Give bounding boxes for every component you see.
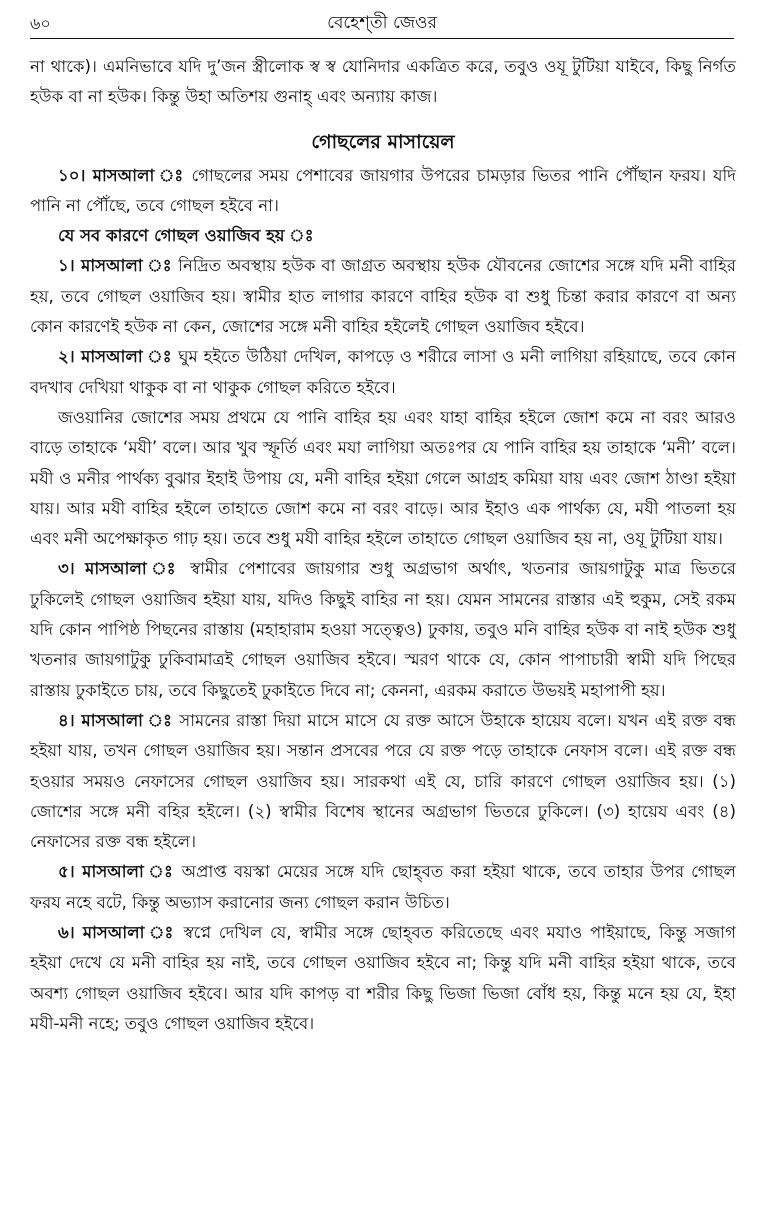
masala-2-text: ঘুম হইতে উঠিয়া দেখিল, কাপড়ে ও শরীরে লাসা ও মনী লাগিয়া রহিয়াছে, তবে কোন বদখাব দেখিয়া থাকুক বা না থাকুক গোছল করিতে হইবে। <box>30 347 737 397</box>
masala-4-paragraph <box>30 706 736 857</box>
section-heading: গোছলের মাসায়েল <box>311 130 455 153</box>
masala-2-paragraph <box>30 342 736 403</box>
causes-subheading: যে সব কারণে গোছল ওয়াজিব হয় ঃ <box>58 226 314 246</box>
running-title: বেহেশ্‌তী জেওর <box>327 13 437 33</box>
masala-4-label: ৪। মাসআলা ঃ <box>58 710 173 730</box>
masala-3-label: ৩। মাসআলা ঃ <box>58 559 181 579</box>
page-header <box>30 8 734 39</box>
masala-5-text: অপ্রাপ্ত বয়স্কা মেয়ের সঙ্গে যদি ছোহ্‌বত করা হইয়া থাকে, তবে তাহার উপর গোছল ফরয নহে বটে, কিন্তু অভ্যাস করানোর জন্য গোছল করান উচিত। <box>30 862 736 912</box>
masala-5-paragraph <box>30 857 736 918</box>
madhi-mani-paragraph: জওয়ানির জোশের সময় প্রথমে যে পানি বাহির হয় এবং যাহা বাহির হইলে জোশ কমে না বরং আরও বাড়ে তাহাকে ‘মযী’ বলে। আর খুব স্ফূর্তি এবং মযা লাগিয়া অতঃপর যে পানি বাহির হয় তাহাকে ‘মনী’ বলে। মযী ও মনীর পার্থক্য বুঝার ইহাই উপায় যে, মনী বাহির হইয়া গেলে আগ্রহ কমিয়া যায় এবং জোশ ঠাণ্ডা হইয়া যায়। আর মযী বাহির হইলে তাহাতে জোশ কমে না বরং বাড়ে। আর ইহাও এক পার্থক্য যে, মযী পাতলা হয় এবং মনী অপেক্ষাকৃত গাঢ় হয়। তবে শুধু মযী বাহির হইলে তাহাতে গোছল ওয়াজিব হয় না, ওযূ টুটিয়া যায়। <box>30 407 736 549</box>
masala-4-text: সামনের রাস্তা দিয়া মাসে মাসে যে রক্ত আসে উহাকে হায়েয বলে। যখন এই রক্ত বন্ধ হইয়া যায়, তখন গোছল ওয়াজিব হয়। সন্তান প্রসবের পরে যে রক্ত পড়ে তাহাকে নেফাস বলে। এই রক্ত বন্ধ হওয়ার সময়ও নেফাসের গোছল ওয়াজিব হয়। সারকথা এই যে, চারি কারণে গোছল ওয়াজিব হয়। (১) জোশের সঙ্গে মনী বহির হইলে। (২) স্বামীর বিশেষ স্থানের অগ্রভাগ ভিতরে ঢুকিলে। (৩) হায়েয এবং (৪) নেফাসের রক্ত বন্ধ হইলে। <box>30 710 736 852</box>
masala-1-text: নিদ্রিত অবস্থায় হউক বা জাগ্রত অবস্থায় হউক যৌবনের জোশের সঙ্গে যদি মনী বাহির হয়, তবে গোছল ওয়াজিব হয়। স্বামীর হাত লাগার কারণে বাহির হউক বা শুধু চিন্তা করার কারণে বা অন্য কোন কারণেই হউক না কেন, জোশের সঙ্গে মনী বাহির হইলেই গোছল ওয়াজিব হইবে। <box>30 256 736 337</box>
masala-10-label: ১০। মাসআলা ঃ <box>58 165 185 185</box>
page-number: ৬০ <box>30 14 51 33</box>
intro-paragraph: না থাকে)। এমনিভাবে যদি দু’জন স্ত্রীলোক স্ব স্ব যোনিদার একত্রিত করে, তবুও ওযূ টুটিয়া যাইবে, কিছু নির্গত হউক বা না হউক। কিন্তু উহা অতিশয় গুনাহ্‌ এবং অন্যায় কাজ। <box>30 57 736 107</box>
masala-6-paragraph <box>30 918 736 1039</box>
masala-10-paragraph <box>30 161 736 222</box>
masala-3-text: স্বামীর পেশাবের জায়গার শুধু অগ্রভাগ অর্থাৎ, খতনার জায়গাটুকু মাত্র ভিতরে ঢুকিলেই গোছল ওয়াজিব হইয়া যায়, যদিও কিছুই বাহির না হয়। যেমন সামনের রাস্তার এই হুকুম, সেই রকম যদি কোন পাপিষ্ঠ পিছনের রাস্তায় (মহাহারাম হওয়া সত্ত্বেও) ঢুকায়, তবুও মনি বাহির হউক বা নাই হউক শুধু খতনার জায়গাটুকু ঢুকিবামাত্রই গোছল ওয়াজিব হইবে। স্মরণ থাকে যে, কোন পাপাচারী স্বামী যদি পিছের রাস্তায় ঢুকাইতে চায়, তবে কিছুতেই ঢুকাইতে দিবে না; কেননা, এরকম করাতে উভয়ই মহাপাপী হয়। <box>30 559 736 700</box>
page-body <box>30 52 736 1039</box>
masala-10-text: গোছলের সময় পেশাবের জায়গার উপরের চামড়ার ভিতর পানি পৌঁছান ফরয। যদি পানি না পৌঁছে, তবে গোছল হইবে না। <box>30 165 736 215</box>
masala-6-text: স্বপ্নে দেখিল যে, স্বামীর সঙ্গে ছোহ্‌বত করিতেছে এবং মযাও পাইয়াছে, কিন্তু সজাগ হইয়া দেখে যে মনী বাহির হয় নাই, তবে গোছল ওয়াজিব হইবে না; কিন্তু যদি মনী বাহির হইয়া থাকে, তবে অবশ্য গোছল ওয়াজিব হইবে। আর যদি কাপড় বা শরীর কিছু ভিজা ভিজা বোঁধ হয়, কিন্তু মনে হয় যে, ইহা মযী-মনী নহে; তবুও গোছল ওয়াজিব হইবে। <box>30 923 736 1033</box>
masala-1-label: ১। মাসআলা ঃ <box>58 256 173 276</box>
masala-1-paragraph <box>30 251 736 342</box>
masala-6-label: ৬। মাসআলা ঃ <box>58 923 176 943</box>
masala-3-paragraph <box>30 554 736 705</box>
masala-5-label: ৫। মাসআলা ঃ <box>58 862 175 882</box>
masala-2-label: ২। মাসআলা ঃ <box>58 347 173 367</box>
